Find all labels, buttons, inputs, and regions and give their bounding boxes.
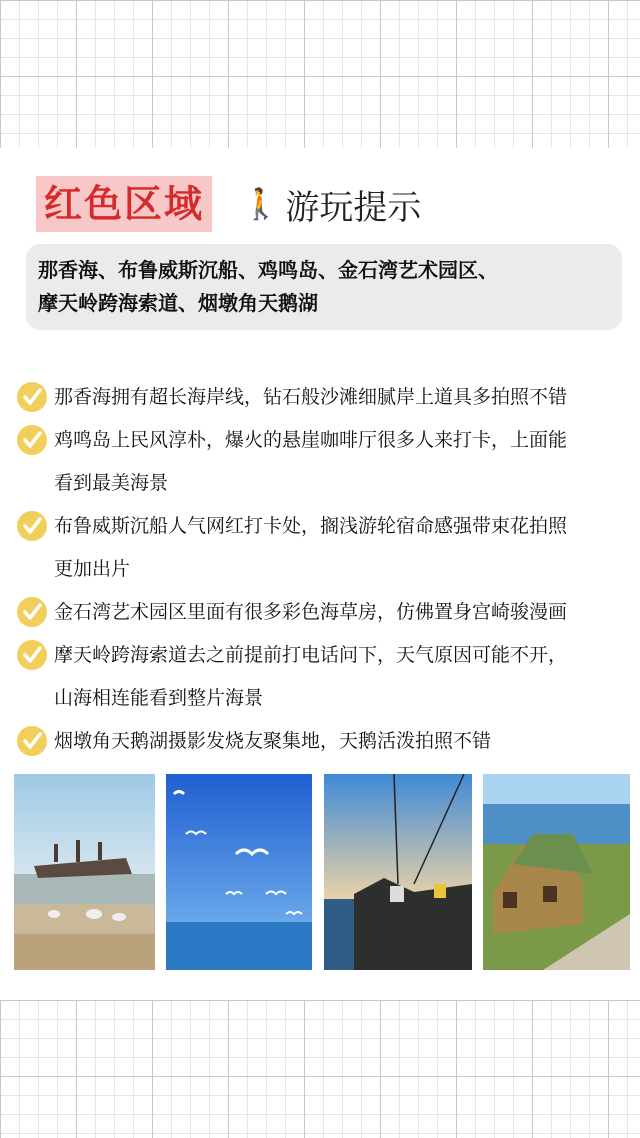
walking-person-icon: 🚶 [242, 186, 280, 222]
page-title: 游玩提示 [285, 187, 422, 228]
check-icon [16, 510, 48, 542]
tip-text: 布鲁威斯沉船人气网红打卡处，搁浅游轮宿命感强带束花拍照 [54, 515, 568, 537]
places-box [26, 244, 622, 330]
seagulls-sky-photo [166, 774, 312, 970]
photo-strip [14, 774, 630, 970]
places-line: 摩天岭跨海索道、烟墩角天鹅湖 [38, 291, 318, 315]
tip-text: 那香海拥有超长海岸线，钻石般沙滩细腻岸上道具多拍照不错 [54, 386, 568, 408]
check-icon [16, 381, 48, 413]
tip-text: 金石湾艺术园区里面有很多彩色海草房，仿佛置身宫崎骏漫画 [54, 601, 568, 623]
tip-text: 烟墩角天鹅湖摄影发烧友聚集地，天鹅活泼拍照不错 [54, 730, 492, 752]
seaweed-house-photo [483, 774, 630, 970]
shipwreck-beach-photo [14, 774, 155, 970]
tip-text: 山海相连能看到整片海景 [54, 687, 264, 709]
grid-background-bottom [0, 1000, 640, 1138]
tip-item [16, 419, 636, 505]
tip-text: 更加出片 [54, 558, 131, 580]
tip-text: 鸡鸣岛上民风淳朴，爆火的悬崖咖啡厅很多人来打卡，上面能 [54, 429, 568, 451]
tip-text: 摩天岭跨海索道去之前提前打电话问下，天气原因可能不开， [54, 644, 568, 666]
content-card [0, 148, 640, 1000]
check-icon [16, 596, 48, 628]
grid-background-top [0, 0, 640, 148]
check-icon [16, 639, 48, 671]
cable-car-photo [324, 774, 472, 970]
check-icon [16, 725, 48, 757]
tip-item [16, 505, 636, 591]
tip-item [16, 591, 636, 634]
title-row [36, 176, 421, 232]
tip-item [16, 634, 636, 720]
tips-list [16, 376, 636, 763]
tip-text: 看到最美海景 [54, 472, 169, 494]
check-icon [16, 424, 48, 456]
places-line: 那香海、布鲁威斯沉船、鸡鸣岛、金石湾艺术园区、 [38, 258, 498, 282]
tip-item [16, 376, 636, 419]
red-zone-tag: 红色区域 [36, 176, 212, 232]
tip-item [16, 720, 636, 763]
